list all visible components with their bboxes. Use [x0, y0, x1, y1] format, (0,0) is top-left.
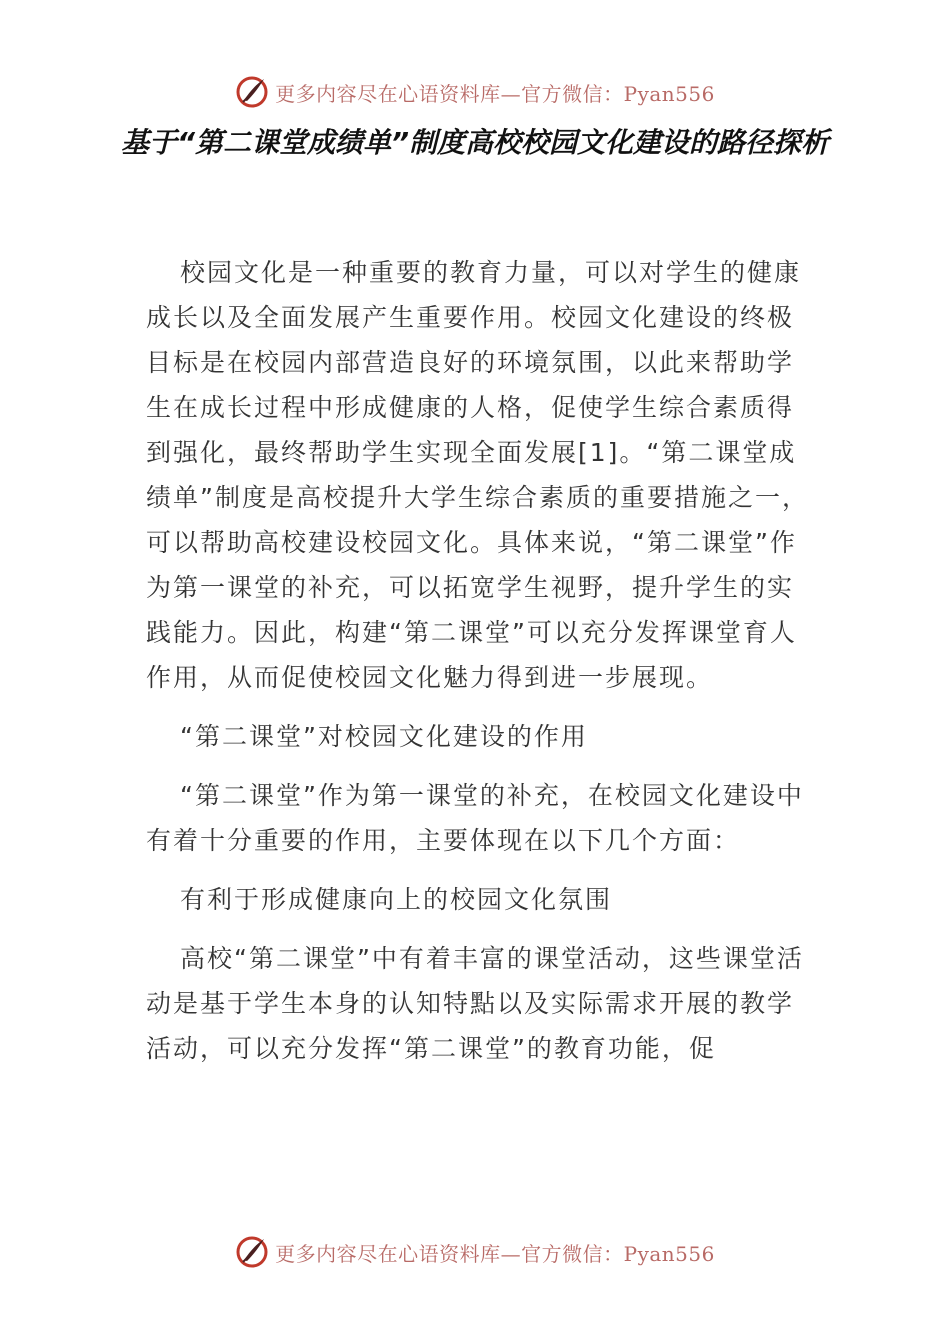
banner-text: 更多内容尽在心语资料库—官方微信：Pyan556	[275, 1241, 715, 1266]
section-heading: “第二课堂”对校园文化建设的作用	[180, 722, 588, 751]
body-paragraph: “第二课堂”作为第一课堂的补充，在校园文化建设中有着十分重要的作用，主要体现在以下几个方面：	[146, 781, 804, 855]
quill-logo-icon	[235, 75, 269, 109]
quill-logo-icon	[235, 1235, 269, 1269]
document-body	[146, 250, 814, 1071]
document-title: 基于“第二课堂成绩单”制度高校校园文化建设的路径探析	[120, 126, 830, 159]
banner-text: 更多内容尽在心语资料库—官方微信：Pyan556	[275, 81, 715, 106]
footer-banner	[0, 1232, 950, 1272]
body-paragraph: 校园文化是一种重要的教育力量，可以对学生的健康成长以及全面发展产生重要作用。校园文化建设的终极目标是在校园内部营造良好的环境氛围，以此来帮助学生在成长过程中形成健康的人格，促使学生综合素质得到强化，最终帮助学生实现全面发展[1]。“第二课堂成绩单”制度是高校提升大学生综合素质的重要措施之一，可以帮助高校建设校园文化。具体来说，“第二课堂”作为第一课堂的补充，可以拓宽学生视野，提升学生的实践能力。因此，构建“第二课堂”可以充分发挥课堂育人作用，从而促使校园文化魅力得到进一步展现。	[146, 258, 809, 692]
body-paragraph: 高校“第二课堂”中有着丰富的课堂活动，这些课堂活动是基于学生本身的认知特點以及实际需求开展的教学活动，可以充分发挥“第二课堂”的教育功能，促	[146, 944, 804, 1063]
sub-heading: 有利于形成健康向上的校园文化氛围	[180, 885, 613, 914]
header-banner	[0, 72, 950, 112]
